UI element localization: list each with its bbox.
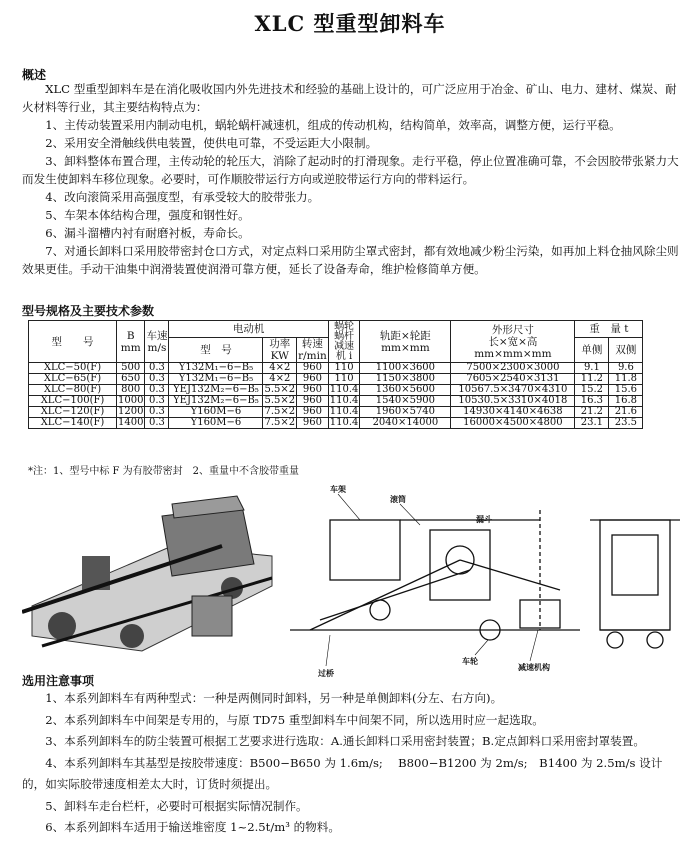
table-row: [29, 407, 643, 418]
overview-paragraph: 3、卸料整体布置合理，主传动轮的轮压大，消除了起动时的打滑现象。走行平稳，停止位置准确可靠，不会因胶带张紧力大而发生使卸料车移位现象。必要时，可作顺胶带运行方向或逆胶带运行方向的带料运行。: [22, 154, 679, 186]
cell-double: 16.8: [609, 396, 643, 407]
cell-dims: 10567.5×3470×4310: [451, 385, 575, 396]
cell-double: 15.6: [609, 385, 643, 396]
cell-motor: Y132M₁−6−B₅: [169, 363, 263, 374]
cell-b: 650: [117, 374, 145, 385]
spec-heading: 型号规格及主要技术参数: [22, 304, 155, 318]
cell-power: 4×2: [263, 374, 297, 385]
cell-single: 15.2: [575, 385, 609, 396]
table-row: [29, 396, 643, 407]
label-drum: 滚筒: [390, 495, 406, 504]
attention-item: 3、本系列卸料车的防尘装置可根据工艺要求进行选取：A.通长卸料口采用密封装置；B.定点卸料口采用密封罩装置。: [45, 734, 645, 748]
cell-rpm: 960: [297, 385, 329, 396]
cell-track: 2040×14000: [360, 418, 451, 429]
cell-rpm: 960: [297, 396, 329, 407]
cell-double: 23.5: [609, 418, 643, 429]
cell-b: 1200: [118, 406, 144, 417]
cell-rpm: 960: [297, 407, 329, 418]
cell-speed: 0.3: [145, 374, 169, 385]
cell-ratio: 110.4: [329, 417, 359, 428]
cell-single: 21.2: [575, 407, 609, 418]
attention-item: 2、本系列卸料车中间架是专用的，与原 TD75 重型卸料车中间架不同，所以选用时应一起选取。: [45, 712, 544, 727]
cell-rpm: 960: [297, 363, 329, 374]
cell-model: XLC−50(F): [29, 363, 117, 374]
label-bridge: 过桥: [318, 669, 334, 678]
cell-speed: 0.3: [145, 363, 169, 374]
cell-dims: 16000×4500×4800: [451, 418, 575, 429]
attention-list: [22, 688, 680, 839]
cell-double: 21.6: [609, 407, 643, 418]
cell-double: 9.6: [609, 363, 643, 374]
overview-paragraph: 7、对通长卸料口采用胶带密封仓口方式，对定点料口采用防尘罩式密封，都有效地减少粉尘污染，如再加上料仓抽风除尘则效果更佳。手动干油集中润滑装置使润滑可靠方便，延长了设备寿命，维护检修简单方便。: [22, 244, 679, 276]
attention-item: 4、本系列卸料车其基型是按胶带速度：B500−B650 为 1.6m/s; B800−B1200 为 2m/s; B1400 为 2.5m/s 设计的，如实际胶带速度相差太大时，订货时须提出。: [22, 755, 663, 791]
cell-dims: 7605×2540×3131: [451, 374, 575, 385]
cell-motor: YEJ132M₂−6−B₅: [169, 396, 263, 407]
cell-speed: 0.3: [145, 385, 169, 396]
overview-paragraph: 1、主传动装置采用内制动电机，蜗轮蜗杆减速机，组成的传动机构，结构简单，效率高，调整方便，运行平稳。: [45, 118, 621, 132]
table-row: [29, 374, 643, 385]
cell-ratio: 110: [328, 374, 360, 385]
cell-rpm: 960: [297, 418, 329, 429]
cell-speed: 0.3: [145, 396, 169, 407]
overview-paragraph: 5、车架本体结构合理，强度和钢性好。: [45, 208, 250, 222]
cell-single: 11.2: [575, 374, 609, 385]
attention-heading: 选用注意事项: [22, 674, 95, 688]
cell-speed: 0.3: [145, 418, 169, 429]
spec-note: *注：1、型号中标 F 为有胶带密封 2、重量中不含胶带重量: [28, 466, 300, 477]
cell-rpm: 960: [297, 374, 329, 385]
cell-b: 1400: [118, 417, 144, 428]
cell-b: 1000: [118, 395, 144, 406]
attention-item: 5、卸料车走台栏杆，必要时可根据实际情况制作。: [45, 798, 308, 813]
cell-model: XLC−80(F): [29, 385, 117, 396]
cell-power: 4×2: [263, 363, 297, 374]
structure-drawing: [290, 480, 690, 685]
cell-model: XLC−120(F): [29, 407, 117, 418]
spec-table: [28, 320, 643, 429]
cell-model: XLC−140(F): [29, 418, 117, 429]
cell-dims: 14930×4140×4638: [451, 407, 575, 418]
cell-b: 800: [117, 385, 145, 396]
cell-track: 1540×5900: [360, 396, 451, 407]
overview-paragraph: 6、漏斗溜槽内衬有耐磨衬板，寿命长。: [45, 226, 250, 240]
cell-power: 5.5×2: [264, 384, 296, 395]
cell-dims: 10530.5×3310×4018: [451, 396, 575, 407]
table-row: [29, 363, 643, 374]
attention-item: 1、本系列卸料车有两种型式：一种是两侧同时卸料，另一种是单侧卸料(分左、右方向)。: [45, 691, 503, 705]
cell-single: 9.1: [575, 363, 609, 374]
discharge-car-photo: [22, 486, 284, 672]
col-model: 型 号: [29, 321, 117, 363]
col-b: B mm: [117, 321, 145, 363]
overview-paragraph: XLC 型重型卸料车是在消化吸收国内外先进技术和经验的基础上设计的，可广泛应用于冶金、矿山、电力、建材、煤炭、耐火材料等行业，其主要结构特点为：: [22, 82, 677, 114]
cell-motor: Y132M₁−6−B₅: [169, 374, 263, 385]
col-single: 单侧: [575, 338, 609, 363]
cell-ratio: 110.4: [329, 406, 359, 417]
cell-track: 1360×5600: [360, 385, 451, 396]
overview-paragraph: 2、采用安全滑触线供电装置，使供电可靠，不受运距大小限制。: [45, 136, 378, 150]
label-hopper: 漏斗: [476, 515, 492, 524]
cell-track: 1100×3600: [360, 363, 451, 374]
col-double: 双侧: [609, 338, 643, 363]
overview-paragraph: 4、改向滚筒采用高强度型，有承受较大的胶带张力。: [45, 190, 320, 204]
page-title: XLC 型重型卸料车: [254, 11, 446, 36]
cell-track: 1960×5740: [360, 407, 451, 418]
cell-ratio: 110.4: [329, 395, 359, 406]
cell-motor: Y160M−6: [169, 418, 263, 429]
label-wheel: 车轮: [462, 657, 478, 666]
table-row: [29, 418, 643, 429]
cell-single: 16.3: [575, 396, 609, 407]
cell-ratio: 110: [328, 363, 360, 374]
col-rpm: 转速 r/min: [298, 338, 327, 362]
cell-power: 7.5×2: [264, 406, 296, 417]
col-track: 轨距×轮距 mm×mm: [360, 321, 451, 363]
label-reducer: 减速机构: [518, 663, 550, 672]
col-motor: 电动机: [169, 321, 328, 338]
cell-model: XLC−100(F): [29, 396, 117, 407]
cell-motor: YEJ132M₂−6−B₅: [169, 385, 263, 396]
cell-power: 7.5×2: [264, 417, 296, 428]
cell-motor: Y160M−6: [169, 407, 263, 418]
cell-power: 5.5×2: [264, 395, 296, 406]
table-row: [29, 385, 643, 396]
cell-double: 11.8: [609, 374, 643, 385]
col-weight: 重 量 t: [575, 321, 643, 338]
cell-dims: 7500×2300×3000: [451, 363, 575, 374]
cell-track: 1150×3800: [360, 374, 451, 385]
overview-heading: 概述: [22, 68, 47, 82]
label-frame: 车架: [330, 485, 346, 494]
cell-ratio: 110.4: [329, 384, 359, 395]
col-speed: 车速 m/s: [145, 321, 169, 363]
overview-text: [22, 80, 680, 278]
cell-single: 23.1: [575, 418, 609, 429]
attention-item: 6、本系列卸料车适用于输送堆密度 1~2.5t/m³ 的物料。: [45, 820, 340, 834]
cell-model: XLC−65(F): [29, 374, 117, 385]
col-motor-model: 型 号: [169, 338, 263, 363]
col-dims: 外形尺寸 长×宽×高 mm×mm×mm: [451, 321, 575, 363]
col-power: 功率 KW: [263, 338, 297, 363]
col-worm: 蜗轮蜗杆减速机 i: [328, 321, 360, 363]
cell-b: 500: [117, 363, 145, 374]
cell-speed: 0.3: [145, 407, 169, 418]
